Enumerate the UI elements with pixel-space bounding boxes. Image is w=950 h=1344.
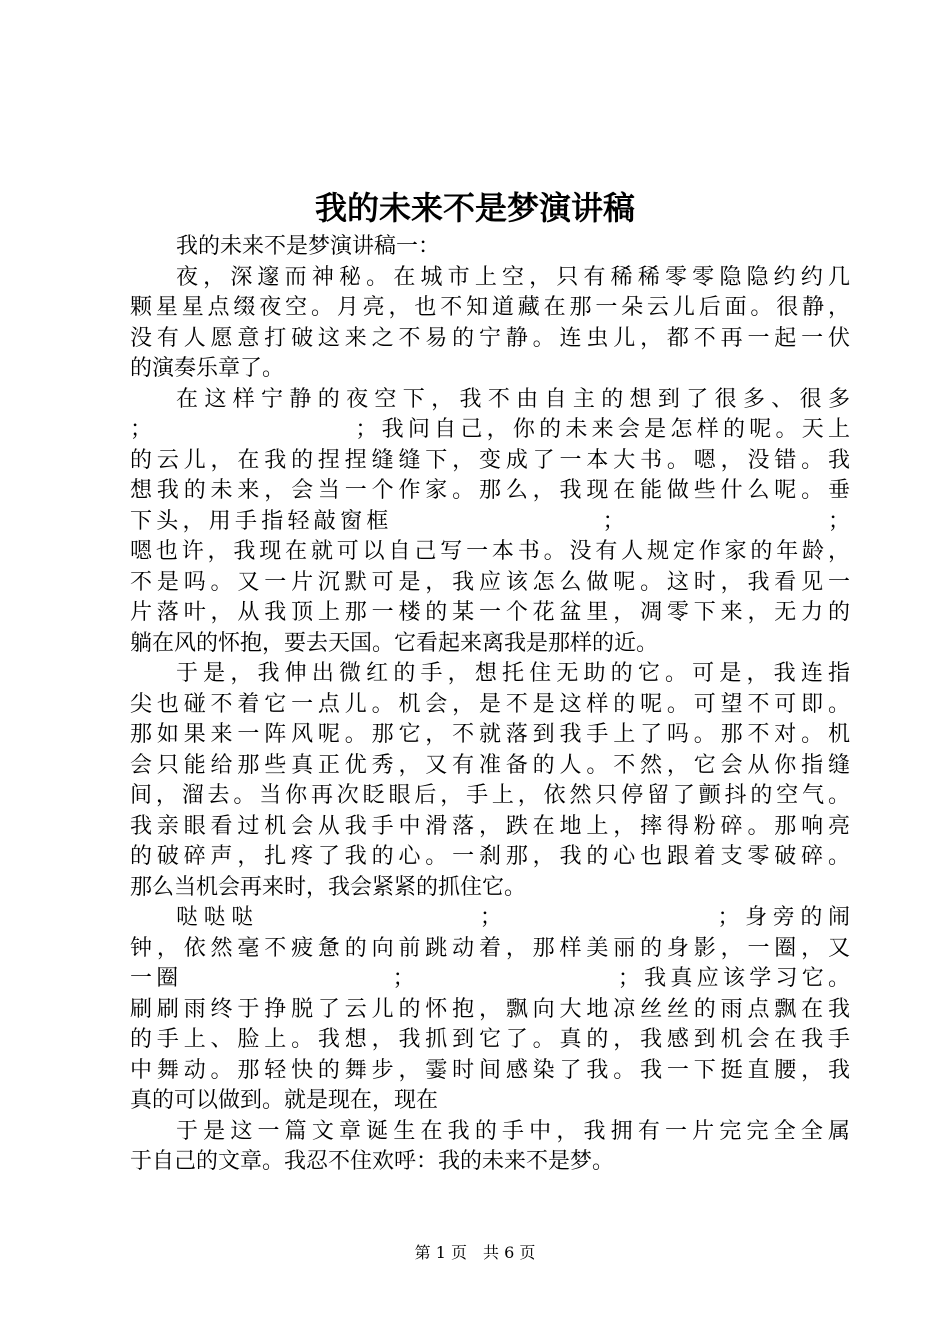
body-line: 夜，深邃而神秘。在城市上空，只有稀稀零零隐隐约约几: [176, 264, 850, 290]
body-line: 的云儿，在我的捏捏缝缝下，变成了一本大书。嗯，没错。我: [130, 447, 850, 473]
body-line: 的手上、脸上。我想，我抓到它了。真的，我感到机会在我手: [130, 1027, 850, 1052]
body-line: 在这样宁静的夜空下，我不由自主的想到了很多、很多: [176, 386, 850, 412]
body-line: 钟，依然毫不疲惫的向前跳动着，那样美丽的身影，一圈，又: [130, 935, 850, 961]
body-line: 下头，用手指轻敲窗框 ； ；: [130, 508, 850, 534]
body-line: 我亲眼看过机会从我手中滑落，跌在地上，摔得粉碎。那响亮: [130, 813, 850, 839]
body-line: 躺在风的怀抱，要去天国。它看起来离我是那样的近。: [130, 630, 659, 656]
body-line: 想我的未来，会当一个作家。那么，我现在能做些什么呢。垂: [130, 478, 850, 503]
body-line: 中舞动。那轻快的舞步，霎时间感染了我。我一下挺直腰，我: [130, 1057, 850, 1083]
body-line: 于自己的文章。我忍不住欢呼：我的未来不是梦。: [130, 1149, 615, 1174]
body-line: 于是这一篇文章诞生在我的手中，我拥有一片完完全全属: [176, 1118, 850, 1144]
body-line: 间，溜去。当你再次眨眼后，手上，依然只停留了颤抖的空气。: [130, 783, 850, 808]
body-line: 嗯也许，我现在就可以自己写一本书。没有人规定作家的年龄，: [130, 539, 850, 564]
body-line: 哒哒哒 ； ；身旁的闹: [176, 905, 850, 930]
document-title: 我的未来不是梦演讲稿: [314, 189, 635, 227]
body-line: 那么当机会再来时，我会紧紧的抓住它。: [130, 874, 527, 900]
body-line: 我的未来不是梦演讲稿一：: [176, 234, 441, 259]
body-line: 尖也碰不着它一点儿。机会，是不是这样的呢。可望不可即。: [130, 691, 850, 717]
body-line: 一圈 ； ；我真应该学习它。: [130, 966, 850, 991]
body-line: 刷刷雨终于挣脱了云儿的怀抱，飘向大地凉丝丝的雨点飘在我: [130, 996, 850, 1022]
body-line: 真的可以做到。就是现在，现在: [130, 1088, 439, 1113]
document-body: [130, 232, 850, 1178]
body-line: 那如果来一阵风呢。那它，不就落到我手上了吗。那不对。机: [130, 722, 850, 747]
body-line: 会只能给那些真正优秀，又有准备的人。不然，它会从你指缝: [130, 752, 850, 778]
body-line: 没有人愿意打破这来之不易的宁静。连虫儿，都不再一起一伏: [130, 325, 850, 351]
body-line: 的破碎声，扎疼了我的心。一刹那，我的心也跟着支零破碎。: [130, 844, 850, 869]
body-line: 颗星星点缀夜空。月亮，也不知道藏在那一朵云儿后面。很静，: [130, 295, 850, 320]
body-line: 于是，我伸出微红的手，想托住无助的它。可是，我连指: [176, 661, 850, 686]
body-line: 片落叶，从我顶上那一楼的某一个花盆里，凋零下来，无力的: [130, 600, 850, 625]
body-line: ； ；我问自己，你的未来会是怎样的呢。天上: [130, 417, 850, 442]
body-line: 的演奏乐章了。: [130, 356, 285, 381]
page-footer: 第 1 页 共 6 页: [414, 1243, 536, 1262]
body-line: 不是吗。又一片沉默可是，我应该怎么做呢。这时，我看见一: [130, 569, 850, 595]
